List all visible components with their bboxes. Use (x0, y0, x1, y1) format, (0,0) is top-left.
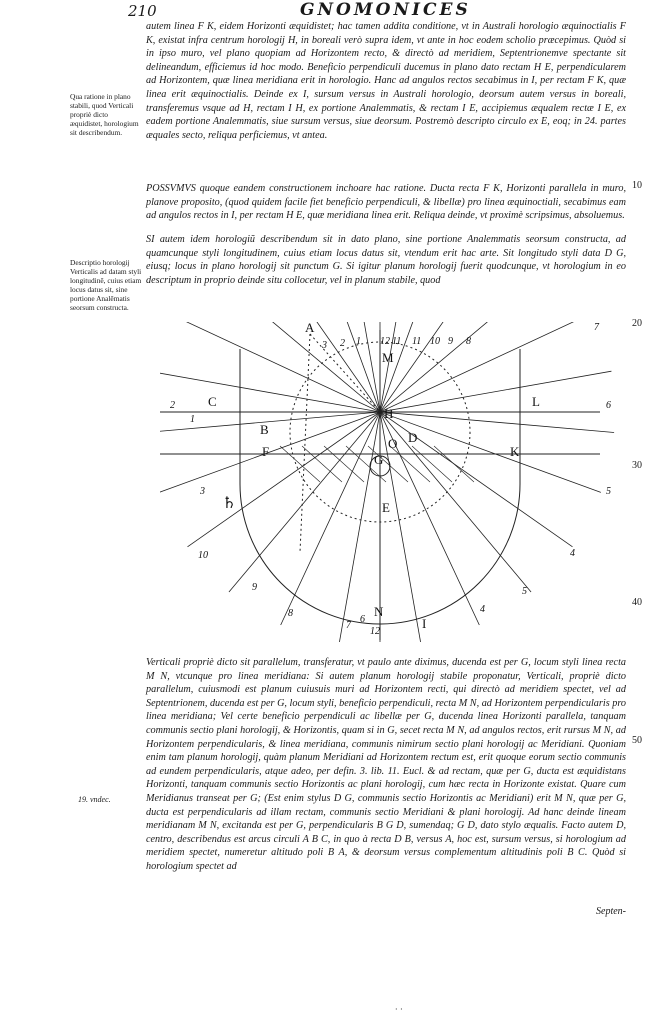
line-number-20: 20 (632, 318, 642, 329)
point-label: D (408, 430, 418, 445)
hour-label: 2 (170, 400, 175, 411)
margin-note-1: Qua ratione in plano stabili, quod Verticali propriè dicto æquidistet, horologium sit describendum. (70, 92, 139, 137)
point-label: I (422, 616, 427, 631)
dial-labels (170, 322, 611, 637)
hour-label: 8 (288, 608, 293, 619)
hour-label: 12 (380, 336, 390, 347)
hour-line (380, 412, 421, 642)
hour-label: 10 (430, 336, 440, 347)
hour-label: 1 (356, 336, 361, 347)
hour-label: 9 (448, 336, 453, 347)
sundial-diagram (160, 322, 620, 642)
paragraph-2: POSSVMVS quoque eandem constructionem inchoare hac ratione. Ducta recta F K, Horizonti parallela in muro, planove proposito, (quod quidem facile fiet beneficio perpendiculi, & libellæ) pro linea æquinoctiali, secabimus eam ad angulos rectos in I, per rectam H E, quæ meridiana linea erit. Reliqua deinde, vt proximè scripsimus, absoluemus. (146, 183, 626, 222)
point-label: A (305, 322, 315, 335)
point-label: G (374, 452, 384, 467)
point-label: L (532, 394, 540, 409)
hour-label: 5 (606, 486, 611, 497)
hour-label: 12 (370, 626, 380, 637)
hour-label: 10 (198, 550, 208, 561)
hour-line (281, 412, 380, 625)
point-label: O (388, 436, 398, 451)
dotted-line-a (310, 334, 380, 412)
paragraph-1: autem linea F K, eidem Horizonti æquidistet; hac tamen addita conditione, vt in Australi horologio æquinoctialis F K, existat infra centrum horologij H, in boreali verò supra idem, vt ante in hoc eodem scholio præcepimus. Quòd si in ipso muro, vel plano quopiam ad Horizontem recto, & directò ad meridiem, Septentrionemve spectante sit delineandum, efficiemus id hoc modo. Beneficio perpendiculi ducemus in plano dato rectam H E, perpendicularem ad Horizontem, quæ linea meridiana erit in horologio. Hanc ad angulos rectos secabimus in I, per rectam F K, quæ linea erit æquinoctialis. Deinde ex I, sursum versus in Australi horologio, deorsum autem versus in boreali, transferemus vsque ad H, rectam I H, ex portione Analemmatis, & rectam I E, accipiemus æqualem rectæ I E, ex eadem portione Analemmatis, siue sursum versus, siue deorsum. Postremò descripto circulo ex E, eoq; in 24. partes æquales secto, reliqua perficiemus, vt antea. (146, 21, 626, 141)
hour-label: 3 (322, 340, 327, 351)
line-number-30: 30 (632, 460, 642, 471)
hatch-line (280, 446, 320, 482)
hour-line (200, 322, 380, 412)
dial-lines (160, 322, 614, 642)
hour-label: 1 (190, 414, 195, 425)
hour-line (380, 371, 611, 412)
page-number: 210 (128, 2, 157, 20)
hour-label: 11 (412, 336, 422, 347)
point-label: H (384, 406, 394, 421)
line-number-10: 10 (632, 180, 642, 191)
hour-line (160, 371, 380, 412)
point-label: C (208, 394, 217, 409)
hatch-line (412, 446, 452, 482)
hour-label: 8 (466, 336, 471, 347)
point-label: F (262, 444, 270, 459)
hour-label: 4 (570, 548, 575, 559)
hour-label: 3 (200, 486, 205, 497)
hour-label: 5 (522, 586, 527, 597)
hatch-line (434, 446, 474, 482)
hour-label: 4 (480, 604, 485, 615)
line-number-40: 40 (632, 597, 642, 608)
bottom-specks: · · (395, 1005, 403, 1014)
point-label: E (382, 500, 390, 515)
point-label: B (260, 422, 269, 437)
catchword: Septen- (596, 906, 626, 917)
margin-note-2: Descriptio horologij Verticalis ad datam styli longitudinẽ, cuius etiam locus datus sit, sine portione Analẽmatis seorsum constructa. (70, 258, 142, 312)
hour-label: 6 (606, 400, 611, 411)
hour-label: 11 (392, 336, 402, 347)
point-label: N (374, 604, 384, 619)
saturn-symbol: ♄ (222, 495, 237, 512)
line-number-50: 50 (632, 735, 642, 746)
hour-line (380, 412, 601, 492)
running-head: GNOMONICES (300, 0, 471, 20)
hour-label: 7 (594, 322, 599, 333)
point-label: K (510, 444, 520, 459)
hour-label: 7 (346, 620, 351, 631)
point-label: M (382, 350, 394, 365)
hour-label: 6 (360, 614, 365, 625)
hatch-line (324, 446, 364, 482)
paragraph-4: Verticali propriè dicto sit parallelum, transferatur, vt paulo ante diximus, ducenda est per G, locum styli linea recta M N, vtcunque pro linea meridiana: Si autem planum horologij stabile proponatur, Verticali, propriè dicto parallelum, cuiusmodi est planum cuiusuis muri ad Horizontem recti, qui directò ad meridiem spectet, vel ad Septentrionem, ducenda est per G, locum styli, beneficio perpendiculi, recta M N, ad Horizontem perpendicularis pro linea meridiana; Vel certe beneficio perpendiculi ac libellæ per G, ducenda linea Horizonti parallela, tanquam communis sectio plani horologij, & Horizontis, quam si in G, secet recta M N, ad angulos rectos, erit rursus M N, ad Horizontem perpendicularis, & linea meridiana, communis nimirum sectio plani horologij ac Meridiani. Quoniam enim tam planum horologij, quàm planum Meridiani ad Horizontem rectum est, erit quoque eorum sectio communis ad eundem perpendicularis, atque adeo, per defin. 3. lib. 11. Eucl. & ad rectam, quæ per G, ducta est æquidistans Horizonti, tanquam communis sectio Horizontis ac plani horologij, cum hæc recta in Horizonte existat. Quare cum Meridianus transeat per G; (Est enim stylus D G, communis sectio Horizontis ac Meridiani) erit M N, quæ per G, ducta est perpendicularis ad illam rectam, communis sectio Meridiani & plani horologij. Ad hanc deinde lineam meridianam M N, excitanda est per G, perpendicularis B G D, sumendaq; G D, dato stylo æqualis. Facto autem D, centro, describendus est arcus circuli A B C, in quo à recta D B, versus A, hoc est, sursum versus, si horologium ad meridiem spectet, numeretur altitudo poli B A, & deorsum versus complementum altitudinis poli B C. Quòd si horologium spectet ad (146, 657, 626, 872)
paragraph-3: SI autem idem horologiũ describendum sit in dato plano, sine portione Analemmatis seorsum constructa, ad quamcunque styli longitudinem, cuius etiam locus datus sit, vtendum erit hac arte. Sit longitudo styli data D G, eiusq; locus in plano horologij sit punctum G. Si igitur planum horologij fuerit quodcunque, vt horologium in eo descriptum in proprio deinde situ collocetur, vel in planum stabile, quod (146, 234, 626, 286)
hour-label: 2 (340, 338, 345, 349)
margin-reference: 19. vndec. (78, 795, 111, 804)
hour-label: 9 (252, 582, 257, 593)
dotted-line-c (300, 334, 310, 552)
